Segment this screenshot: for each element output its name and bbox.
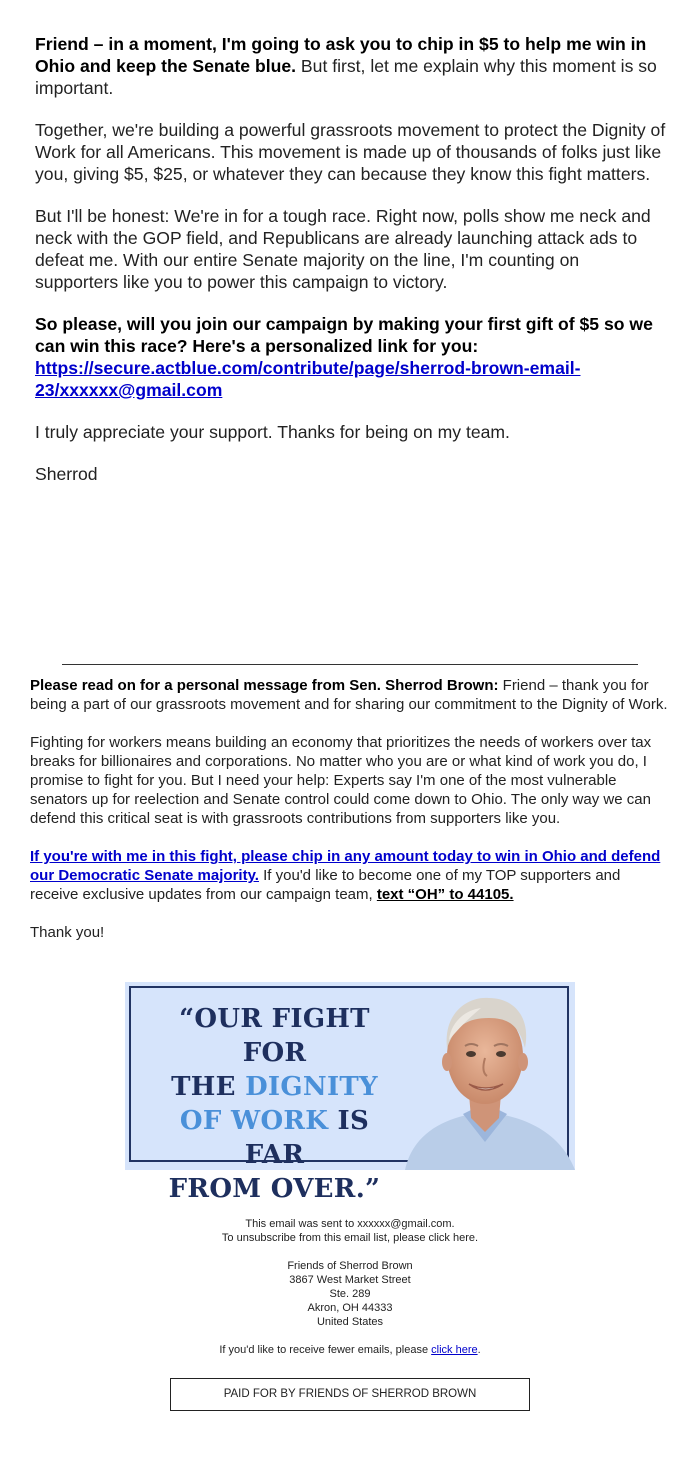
race-paragraph: But I'll be honest: We're in for a tough race. Right now, polls show me neck and neck with the GOP field, and Republicans are already launching attack ads to defeat me. With our entire Senate majority on the line, I'm counting on supporters like you to power this campaign to victory. — [35, 206, 651, 292]
quote-highlight-of-work: OF WORK — [179, 1106, 329, 1136]
quote-line-3b: IS FAR — [244, 1106, 370, 1170]
signature: Sherrod — [35, 464, 98, 484]
banner-quote — [147, 1002, 402, 1206]
org-name: Friends of Sherrod Brown — [287, 1260, 413, 1272]
quote-line-2a: THE — [171, 1072, 246, 1102]
paid-for-disclaimer: PAID FOR BY FRIENDS OF SHERROD BROWN — [170, 1378, 530, 1411]
fewer-emails-line — [0, 1343, 700, 1357]
quote-line-4: FROM OVER.” — [168, 1174, 381, 1204]
intro-paragraph — [35, 33, 667, 99]
street-address: 3867 West Market Street — [289, 1274, 411, 1286]
fewer-emails-link[interactable]: click here — [431, 1344, 478, 1356]
footer-notice — [0, 1217, 700, 1245]
intro-bold-text: Friend – in a moment, I'm going to ask you to chip in $5 to help me win in Ohio and keep the Senate blue. — [35, 34, 647, 76]
senator-portrait — [385, 982, 575, 1170]
section-divider — [62, 664, 638, 665]
ps-workers-paragraph: Fighting for workers means building an economy that prioritizes the needs of workers over tax breaks for billionaires and corporations. No matter who you are or what kind of work you do, I promise to fight for you. But I need your help: Experts say I'm one of the most vulnerable senators up for reelection and Senate control could come down to Ohio. The only way we can defend this critical seat is with grassroots contributions from supporters like you. — [30, 734, 652, 827]
quote-line-3 — [147, 1104, 402, 1172]
fewer-emails-suffix: . — [477, 1344, 481, 1356]
dignity-of-work-banner[interactable] — [125, 982, 575, 1204]
intro-text: But first, let me explain why this moment is so important. — [35, 56, 657, 98]
ps-intro-paragraph — [30, 676, 670, 714]
country: United States — [316, 1316, 384, 1328]
ps-ask-paragraph — [30, 847, 670, 904]
ps-intro-bold: Please read on for a personal message from Sen. Sherrod Brown: — [30, 677, 499, 694]
appreciation-paragraph: I truly appreciate your support. Thanks for being on my team. — [35, 422, 510, 442]
mailing-address — [0, 1259, 700, 1329]
quote-line-2 — [147, 1070, 402, 1104]
city-state-zip: Akron, OH 44333 — [307, 1302, 393, 1314]
email-body — [35, 33, 667, 505]
thank-you-text: Thank you! — [30, 924, 105, 941]
chip-in-link[interactable]: If you're with me in this fight, please chip in any amount today to win in Ohio and defend our Democratic Senate majority. — [30, 848, 661, 884]
text-oh-cta: text “OH” to 44105. — [376, 886, 514, 903]
ask-paragraph — [35, 313, 667, 401]
email-footer — [0, 1217, 700, 1371]
quote-highlight-dignity: DIGNITY — [245, 1072, 378, 1102]
ps-ask-text: If you'd like to become one of my TOP supporters and receive exclusive updates from our campaign team, — [30, 867, 621, 903]
ask-bold-text: So please, will you join our campaign by making your first gift of $5 so we can win this race? Here's a personalized link for you: — [35, 314, 653, 356]
ps-intro-text: Friend – thank you for being a part of our grassroots movement and for sharing our commitment to the Dignity of Work. — [30, 677, 668, 713]
movement-paragraph: Together, we're building a powerful grassroots movement to protect the Dignity of Work for all Americans. This movement is made up of thousands of folks just like you, giving $5, $25, or whatever they can because they know this fight matters. — [35, 120, 666, 184]
personal-message — [30, 676, 670, 961]
fewer-emails-prefix: If you'd like to receive fewer emails, please — [219, 1344, 432, 1356]
unsubscribe-text[interactable]: To unsubscribe from this email list, please click here. — [221, 1232, 479, 1244]
suite: Ste. 289 — [329, 1288, 371, 1300]
donation-link[interactable]: https://secure.actblue.com/contribute/page/sherrod-brown-email-23/xxxxxx@gmail.com — [35, 358, 581, 400]
sent-to-text: This email was sent to xxxxxx@gmail.com. — [245, 1218, 455, 1230]
quote-line-1: “OUR FIGHT FOR — [179, 1004, 370, 1068]
